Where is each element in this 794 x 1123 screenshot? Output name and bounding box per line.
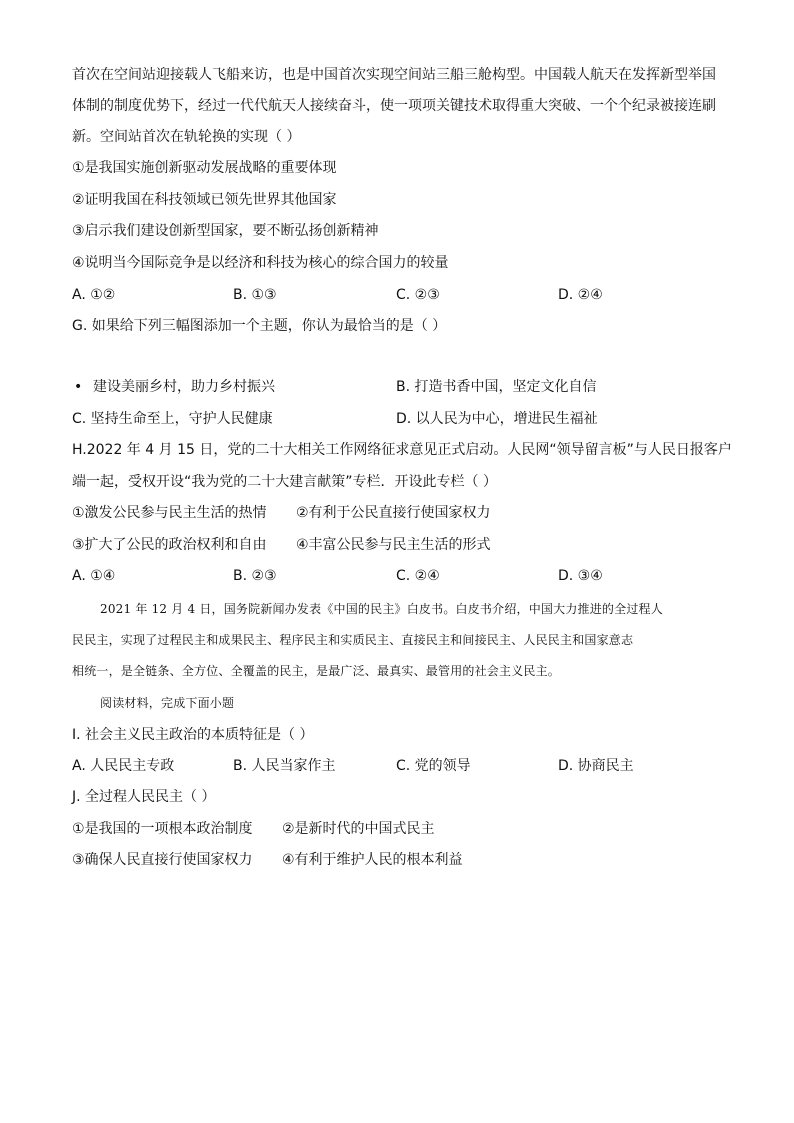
option-a: 建设美丽乡村，助力乡村振兴	[93, 379, 275, 395]
question-g-stem: G. 如果给下列三幅图添加一个主题，你认为最恰当的是（ ）	[72, 318, 447, 334]
statement-1: ①是我国实施创新驱动发展战略的重要体现	[72, 160, 337, 176]
statement-1: ①是我国的一项根本政治制度	[72, 821, 253, 837]
passage-line-3: 新。空间站首次在轨轮换的实现（ ）	[72, 129, 301, 145]
option-d: D. 协商民主	[558, 758, 634, 774]
statement-2: ②有利于公民直接行使国家权力	[296, 505, 491, 521]
option-d: D. ②④	[558, 287, 603, 303]
statement-4: ④丰富公民参与民主生活的形式	[296, 537, 491, 553]
option-c: C. ②③	[396, 287, 440, 303]
option-b: B. ②③	[233, 568, 277, 584]
statement-4: ④说明当今国际竞争是以经济和科技为核心的综合国力的较量	[72, 255, 449, 271]
statement-3: ③确保人民直接行使国家权力	[72, 852, 253, 868]
option-b: B. 打造书香中国，坚定文化自信	[396, 379, 597, 395]
statement-3: ③扩大了公民的政治权利和自由	[72, 537, 267, 553]
statement-1: ①激发公民参与民主生活的热情	[72, 505, 267, 521]
option-c: C. 党的领导	[396, 758, 471, 774]
option-c: C. 坚持生命至上，守护人民健康	[72, 411, 273, 427]
statement-2: ②证明我国在科技领域已领先世界其他国家	[72, 192, 337, 208]
option-d: D. 以人民为中心，增进民生福祉	[396, 411, 598, 427]
option-a: A. ①②	[72, 287, 116, 303]
material-line-2: 民民主，实现了过程民主和成果民主、程序民主和实质民主、直接民主和间接民主、人民民主和国家意志	[72, 633, 634, 647]
material-line-3: 相统一，是全链条、全方位、全覆盖的民主，是最广泛、最真实、最管用的社会主义民主。	[72, 664, 561, 678]
option-b: B. 人民当家作主	[233, 758, 336, 774]
question-i-stem: I. 社会主义民主政治的本质特征是（ ）	[72, 727, 314, 743]
material-instruction: 阅读材料，完成下面小题	[100, 696, 235, 710]
passage-line-2: 体制的制度优势下，经过一代代航天人接续奋斗，使一项项关键技术取得重大突破、一个个纪录被接连刷	[72, 98, 716, 114]
option-d: D. ③④	[558, 568, 603, 584]
passage-line-1: 首次在空间站迎接载人飞船来访，也是中国首次实现空间站三船三舱构型。中国载人航天在发挥新型举国	[72, 67, 716, 83]
material-line-1: 2021 年 12 月 4 日，国务院新闻办发表《中国的民主》白皮书。白皮书介绍，中国大力推进的全过程人	[100, 602, 663, 616]
question-j-stem: J. 全过程人民民主（ ）	[72, 789, 216, 805]
option-b: B. ①③	[233, 287, 277, 303]
question-h-line-2: 端一起，受权开设“我为党的二十大建言献策”专栏．开设此专栏（ ）	[72, 474, 497, 490]
option-a: A. ①④	[72, 568, 116, 584]
question-h-line-1: H.2022 年 4 月 15 日，党的二十大相关工作网络征求意见正式启动。人民网“领导留言板”与人民日报客户	[72, 442, 732, 458]
statement-4: ④有利于维护人民的根本利益	[282, 852, 463, 868]
option-a: A. 人民民主专政	[72, 758, 175, 774]
option-c: C. ②④	[396, 568, 440, 584]
statement-3: ③启示我们建设创新型国家，要不断弘扬创新精神	[72, 223, 379, 239]
bullet-icon: •	[74, 379, 83, 395]
statement-2: ②是新时代的中国式民主	[282, 821, 435, 837]
